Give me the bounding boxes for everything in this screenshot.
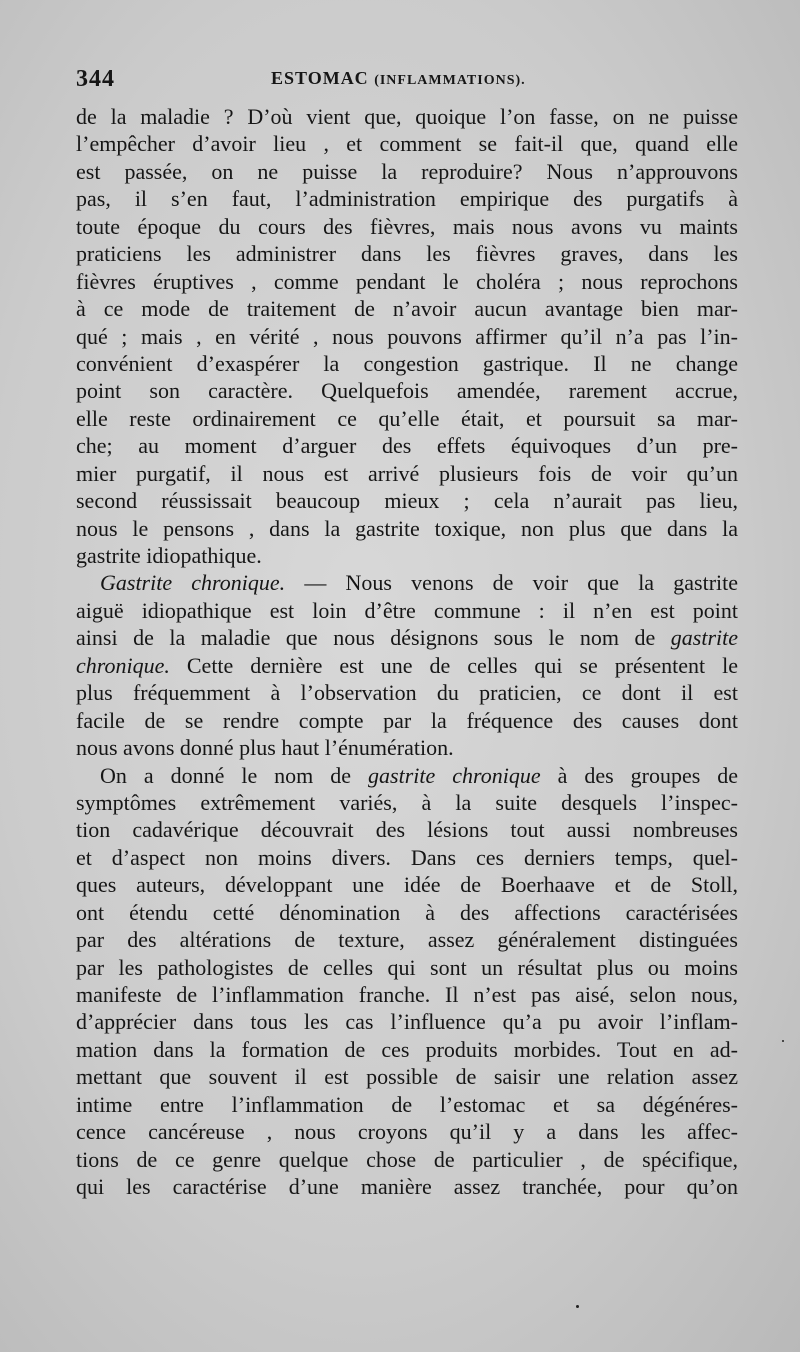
page-number: 344	[76, 66, 115, 92]
text-line: tions de ce genre quelque chose de particulier , de spécifique,	[76, 1146, 738, 1172]
text-line: elle reste ordinairement ce qu’elle était, et poursuit sa mar-	[76, 405, 738, 431]
text-line	[76, 624, 738, 651]
text-line: ques auteurs, développant une idée de Boerhaave et de Stoll,	[76, 872, 738, 898]
body-text	[76, 103, 738, 1201]
italic-term: gastrite	[670, 625, 738, 651]
text-line: cence cancéreuse , nous croyons qu’il y a dans les affec-	[76, 1119, 738, 1145]
text-line: facile de se rendre compte par la fréquence des causes dont	[76, 707, 738, 733]
text-segment: — Nous venons de voir que la gastrite	[285, 570, 738, 596]
text-line: de la maladie ? D’où vient que, quoique l’on fasse, on ne puisse	[76, 104, 738, 129]
text-segment: ainsi de la maladie que nous désignons sous le nom de	[76, 625, 671, 651]
text-line: l’empêcher d’avoir lieu , et comment se fait-il que, quand elle	[76, 131, 738, 157]
text-line: gastrite idiopathique.	[76, 543, 262, 568]
print-speck	[782, 1040, 784, 1042]
text-line: convénient d’exaspérer la congestion gastrique. Il ne change	[76, 350, 738, 376]
text-line: qui les caractérise d’une manière assez tranchée, pour qu’on	[76, 1174, 738, 1200]
text-line: manifeste de l’inflammation franche. Il n’est pas aisé, selon nous,	[76, 982, 738, 1007]
text-line: ont étendu cetté dénomination à des affections caractérisées	[76, 899, 738, 925]
text-line: pas, il s’en faut, l’administration empirique des purgatifs à	[76, 186, 738, 212]
text-segment: à des groupes de	[540, 762, 738, 788]
text-line	[76, 762, 738, 789]
text-line: d’apprécier dans tous les cas l’influence qu’a pu avoir l’inflam-	[76, 1009, 738, 1035]
print-speck	[576, 1305, 579, 1308]
text-line: plus fréquemment à l’observation du praticien, ce dont il est	[76, 680, 738, 706]
text-segment: Cette dernière est une de celles qui se présentent le	[169, 652, 738, 678]
italic-term: gastrite chronique	[368, 762, 541, 788]
text-line: mier purgatif, il nous est arrivé plusieurs fois de voir qu’un	[76, 460, 738, 486]
page-header	[76, 66, 736, 98]
text-line: par des altérations de texture, assez généralement distinguées	[76, 927, 738, 953]
text-line: praticiens les administrer dans les fièvres graves, dans les	[76, 241, 738, 267]
text-line: et d’aspect non moins divers. Dans ces derniers temps, quel-	[76, 844, 738, 870]
text-segment: On a donné le nom de	[100, 762, 369, 788]
text-line: nous avons donné plus haut l’énumération.	[76, 735, 454, 761]
italic-term: Gastrite chronique.	[100, 570, 286, 596]
text-line: fièvres éruptives , comme pendant le choléra ; nous reprochons	[76, 268, 738, 294]
text-line: tion cadavérique découvrait des lésions tout aussi nombreuses	[76, 817, 738, 843]
text-line	[76, 569, 738, 596]
text-line: mation dans la formation de ces produits morbides. Tout en ad-	[76, 1036, 738, 1062]
text-line: par les pathologistes de celles qui sont un résultat plus ou moins	[76, 954, 738, 980]
text-line: nous le pensons , dans la gastrite toxique, non plus que dans la	[76, 515, 738, 541]
text-line: intime entre l’inflammation de l’estomac et sa dégénéres-	[76, 1091, 738, 1117]
running-title-main: ESTOMAC	[271, 68, 369, 88]
text-line: point son caractère. Quelquefois amendée, rarement accrue,	[76, 378, 738, 404]
running-title	[271, 68, 526, 89]
text-line: mettant que souvent il est possible de saisir une relation assez	[76, 1064, 738, 1090]
text-line: à ce mode de traitement de n’avoir aucun avantage bien mar-	[76, 296, 738, 322]
text-line	[76, 652, 738, 679]
text-line: toute époque du cours des fièvres, mais nous avons vu maints	[76, 213, 738, 239]
text-line: che; au moment d’arguer des effets équivoques d’un pre-	[76, 433, 738, 459]
text-line: symptômes extrêmement variés, à la suite desquels l’inspec-	[76, 789, 738, 815]
running-title-subtitle: (INFLAMMATIONS).	[374, 73, 526, 88]
text-line: aiguë idiopathique est loin d’être commune : il n’en est point	[76, 597, 738, 623]
text-line: qué ; mais , en vérité , nous pouvons affirmer qu’il n’a pas l’in-	[76, 323, 738, 349]
italic-term: chronique.	[76, 652, 170, 678]
text-line: second réussissait beaucoup mieux ; cela n’aurait pas lieu,	[76, 488, 738, 514]
text-line: est passée, on ne puisse la reproduire? Nous n’approuvons	[76, 158, 738, 184]
